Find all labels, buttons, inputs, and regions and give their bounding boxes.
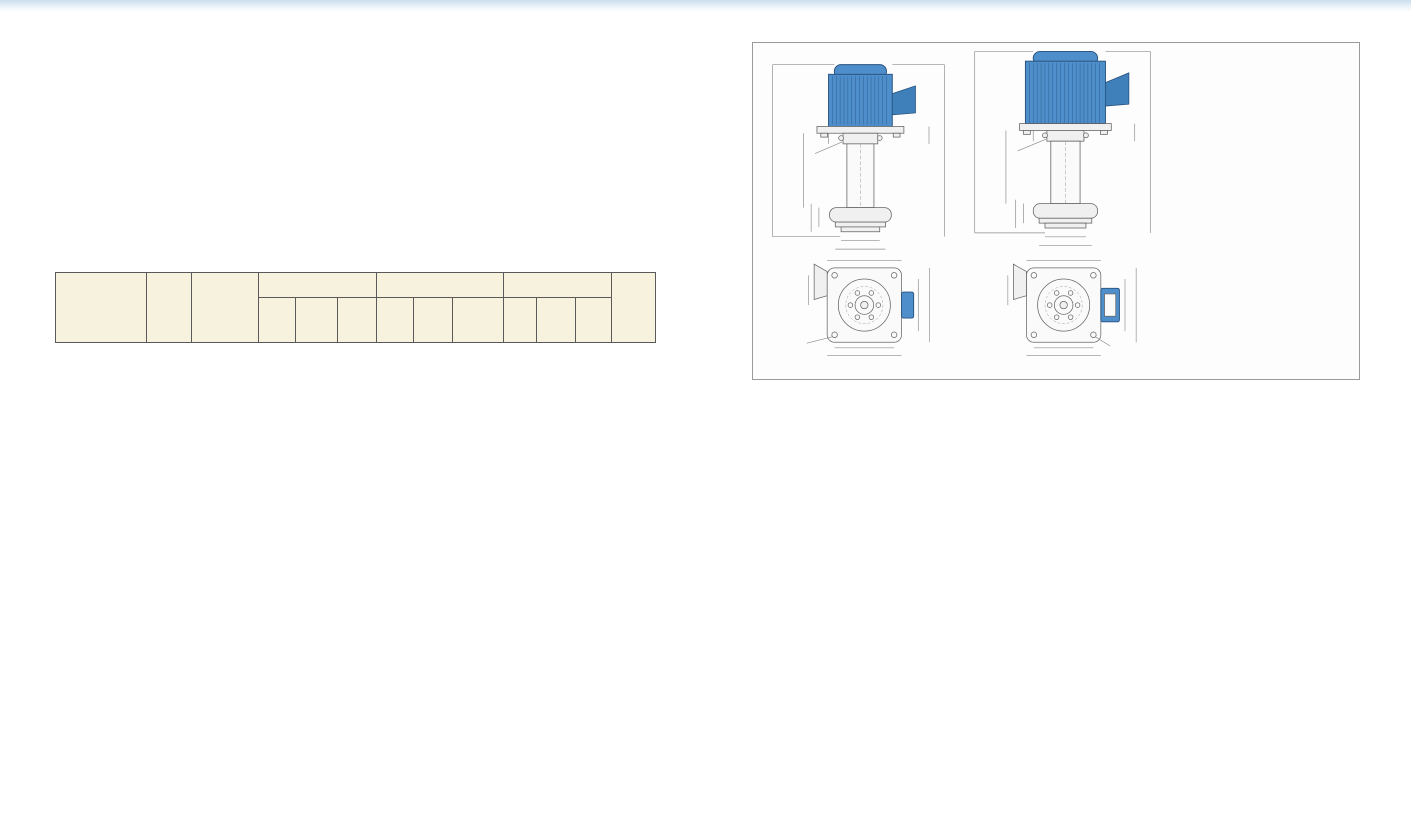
specifications-title: [55, 245, 62, 268]
col-header-specific-weight: [146, 273, 191, 343]
col-header-power: [259, 273, 377, 298]
col-header-model: [56, 273, 147, 343]
pump-side-view-small: [759, 55, 957, 253]
pump-top-view-large: [968, 253, 1163, 359]
col-header-flow-60: [575, 298, 612, 343]
col-header-head-50: [413, 298, 452, 343]
col-header-poles: [338, 298, 377, 343]
col-header-60hz: [503, 273, 612, 298]
installation-diagram-box: [752, 42, 1360, 380]
performance-chart-50hz: [1145, 51, 1355, 209]
pump-side-view-large: [963, 45, 1163, 252]
col-header-curve-no-50: [377, 298, 414, 343]
col-header-curve-no-60: [503, 298, 536, 343]
col-header-head-60: [536, 298, 575, 343]
model-identification-title: [55, 20, 62, 43]
col-header-50hz: [377, 273, 503, 298]
installation-title: [745, 20, 752, 43]
col-header-in-outlet: [191, 273, 258, 343]
col-header-phase: [259, 298, 296, 343]
top-gradient-bar: [0, 0, 1411, 12]
col-header-flow-50: [452, 298, 503, 343]
specifications-table: [55, 272, 656, 343]
pump-top-view-small: [765, 253, 960, 359]
col-header-weight: [612, 273, 656, 343]
col-header-hp: [295, 298, 338, 343]
performance-chart-60hz: [1145, 211, 1355, 373]
